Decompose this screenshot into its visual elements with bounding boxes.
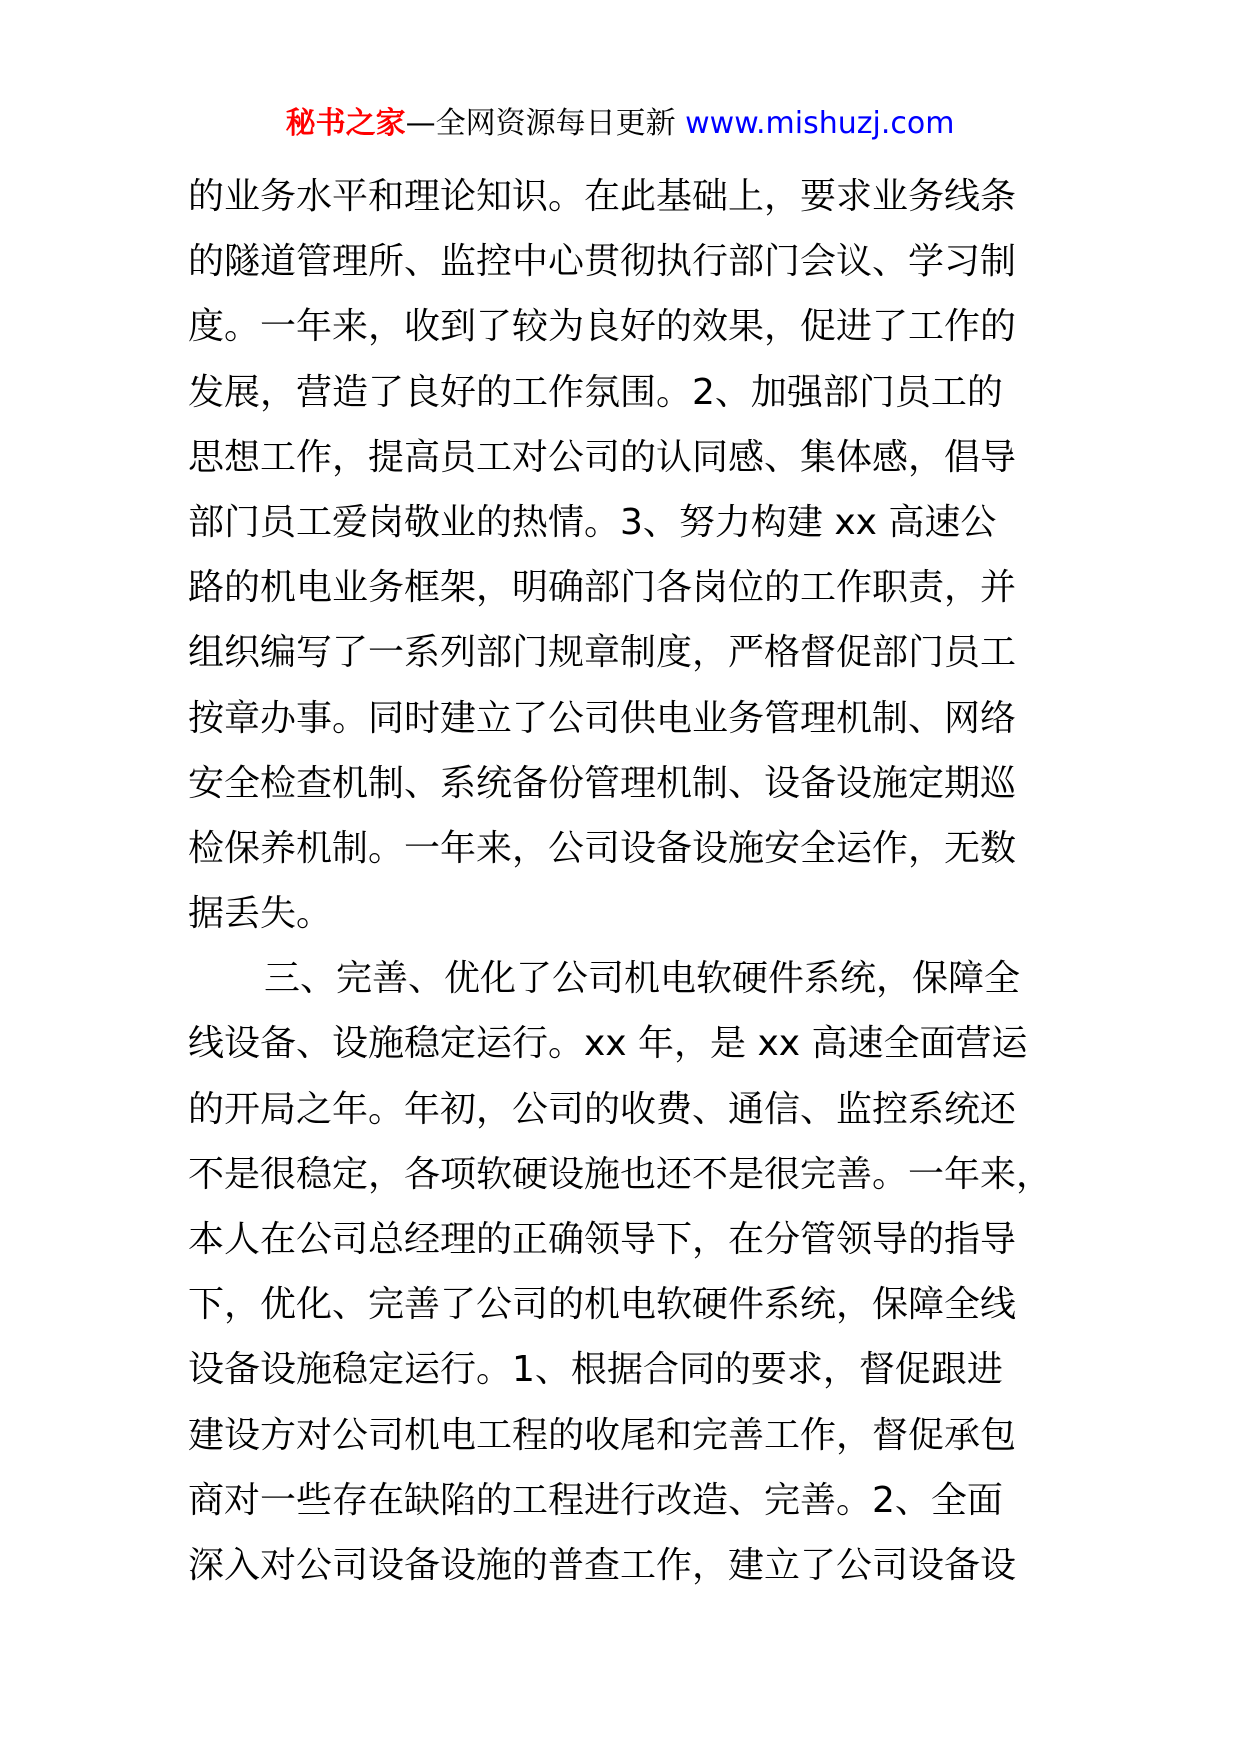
text-line: 深入对公司设备设施的普查工作，建立了公司设备设 [188,1544,1017,1586]
text-line-indented: 三、完善、优化了公司机电软硬件系统，保障全 [264,958,1021,1000]
text-line: 安全检查机制、系统备份管理机制、设备设施定期巡 [188,762,1017,804]
text-line: 按章办事。同时建立了公司供电业务管理机制、网络 [188,697,1017,739]
header-url-link[interactable]: www.mishuzj.com [685,106,955,141]
paragraph-1 [188,164,1058,946]
page-header [0,98,1240,150]
text-line: 商对一些存在缺陷的工程进行改造、完善。2、全面 [188,1479,1003,1521]
text-line: 设备设施稳定运行。1、根据合同的要求，督促跟进 [188,1349,1003,1391]
text-line: 的隧道管理所、监控中心贯彻执行部门会议、学习制 [188,241,1017,283]
text-line: 部门员工爱岗敬业的热情。3、努力构建 xx 高速公 [188,501,997,543]
text-line: 思想工作，提高员工对公司的认同感、集体感，倡导 [188,436,1017,478]
text-line: 线设备、设施稳定运行。xx 年，是 xx 高速全面营运 [188,1023,1028,1065]
text-line: 下，优化、完善了公司的机电软硬件系统，保障全线 [188,1284,1017,1326]
text-line: 本人在公司总经理的正确领导下，在分管领导的指导 [188,1219,1017,1260]
text-line: 据丢失。 [188,893,333,935]
text-line: 路的机电业务框架，明确部门各岗位的工作职责，并 [188,567,1017,609]
header-brand: 秘书之家 [285,106,406,141]
header-tagline: —全网资源每日更新 [405,106,676,141]
document-body [188,164,1058,1598]
text-line: 不是很稳定，各项软硬设施也还不是很完善。一年来， [188,1153,1053,1195]
text-line: 检保养机制。一年来，公司设备设施安全运作，无数 [188,827,1017,869]
paragraph-2 [188,946,1058,1598]
text-line: 发展，营造了良好的工作氛围。2、加强部门员工的 [188,371,1003,413]
text-line: 组织编写了一系列部门规章制度，严格督促部门员工 [188,632,1017,674]
text-line: 度。一年来，收到了较为良好的效果，促进了工作的 [188,306,1017,348]
text-line: 的业务水平和理论知识。在此基础上，要求业务线条 [188,176,1017,217]
text-line: 建设方对公司机电工程的收尾和完善工作，督促承包 [188,1414,1017,1456]
text-line: 的开局之年。年初，公司的收费、通信、监控系统还 [188,1088,1017,1130]
